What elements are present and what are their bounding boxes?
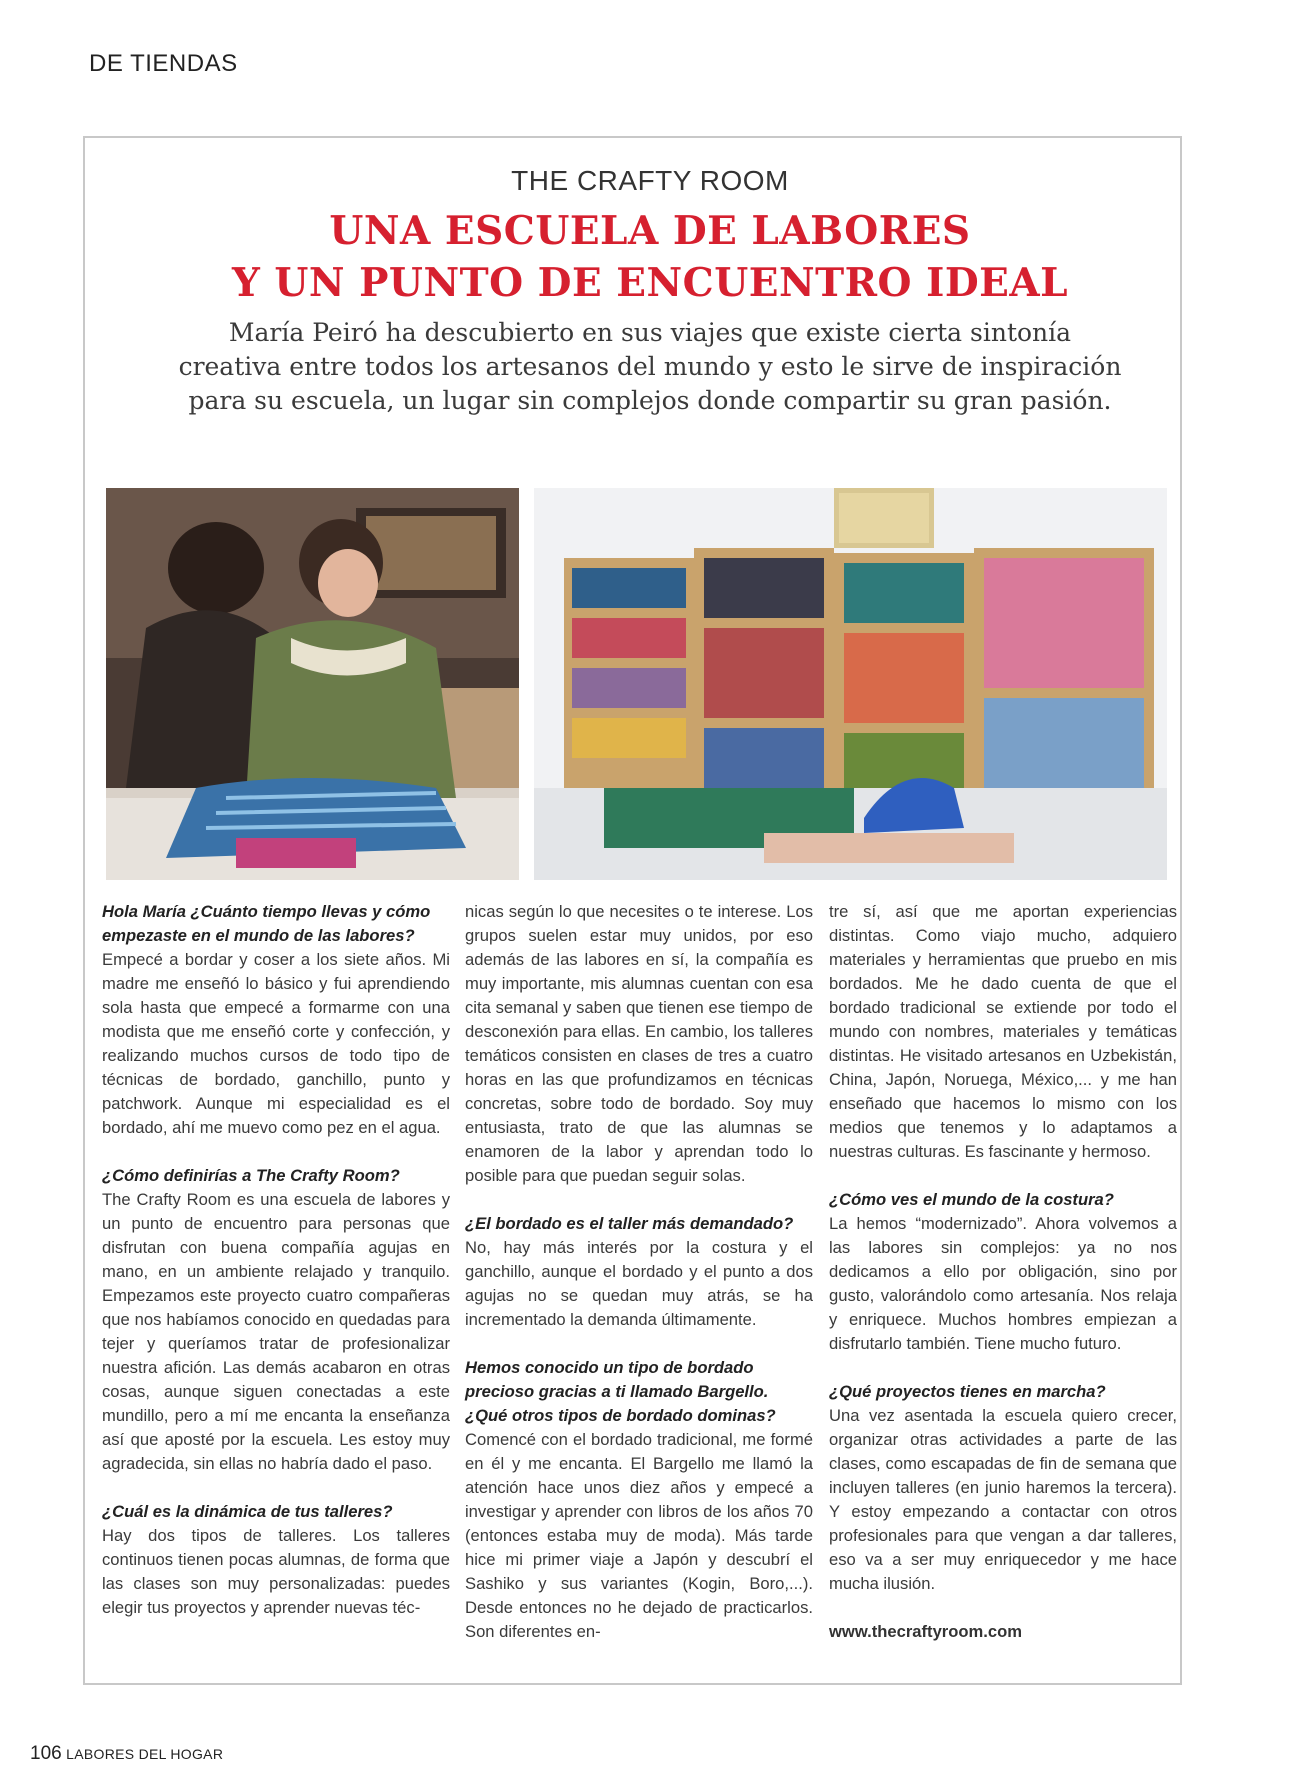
article-title: [0, 205, 1300, 309]
intro-line: creativa entre todos los artesanos del mundo y esto le sirve de inspiración: [178, 352, 1122, 381]
answer: nicas según lo que necesites o te interese. Los grupos suelen estar muy unidos, por eso además de las labores en sí, la compañía es muy importante, mis alumnas cuentan con esa cita semanal y saben que tienen ese tiempo de desconexión para ellas. En cambio, los talleres temáticos consisten en clases de tres a cuatro horas en las que profundizamos en técnicas concretas, sobre todo de bordado. Soy muy entusiasta, trato de que las alumnas se enamoren de la labor y aprendan todo lo posible para que puedan seguir solas.: [465, 902, 813, 1185]
section-label: DE TIENDAS: [89, 50, 238, 77]
magazine-name: LABORES DEL HOGAR: [66, 1746, 224, 1762]
question: ¿Cuál es la dinámica de tus talleres?: [102, 1502, 393, 1521]
question: ¿Cómo definirías a The Crafty Room?: [102, 1166, 400, 1185]
intro-line: para su escuela, un lugar sin complejos donde compartir su gran pasión.: [188, 386, 1112, 415]
answer: Hay dos tipos de talleres. Los talleres continuos tienen pocas alumnas, de forma que las clases son muy personalizadas: puedes elegir tus proyectos y aprender nuevas téc-: [102, 1526, 450, 1617]
answer: tre sí, así que me aportan experiencias distintas. Como viajo mucho, adquiero materiales y herramientas que pruebo en mis bordados. Me he dado cuenta de que el bordado tradicional se extiende por todo el mundo con nombres, materiales y temáticas distintas. He visitado artesanos en Uzbekistán, China, Japón, Noruega, México,... y me han enseñado que hacemos lo mismo con los medios que tenemos y lo adaptamos a nuestras culturas. Es fascinante y hermoso.: [829, 902, 1177, 1161]
article-column-1: [102, 900, 450, 1620]
article-column-3: [829, 900, 1177, 1644]
page-number: 106: [30, 1743, 62, 1764]
question: ¿Qué proyectos tienes en marcha?: [829, 1382, 1106, 1401]
article-intro: [0, 316, 1300, 418]
photo-women-sewing-illustration: [106, 488, 519, 880]
title-line: UNA ESCUELA DE LABORES: [329, 208, 971, 254]
title-line: Y UN PUNTO DE ENCUENTRO IDEAL: [231, 260, 1069, 306]
answer: Comencé con el bordado tradicional, me formé en él y me encanta. El Bargello me llamó la atención hace unos diez años y empecé a investigar y aprender con libros de los años 70 (entonces estaba muy de moda). Más tarde hice mi primer viaje a Japón y descubrí el Sashiko y sus variantes (Kogin, Boro,...). Desde entonces no he dejado de practicarlos. Son diferentes en-: [465, 1430, 813, 1641]
answer: No, hay más interés por la costura y el ganchillo, aunque el bordado y el punto a dos agujas no se quedan muy atrás, se ha incrementado la demanda últimamente.: [465, 1238, 813, 1329]
question: ¿Cómo ves el mundo de la costura?: [829, 1190, 1114, 1209]
question: ¿El bordado es el taller más demandado?: [465, 1214, 794, 1233]
photo-women-sewing: [106, 488, 519, 880]
answer: Una vez asentada la escuela quiero crecer, organizar otras actividades a parte de las clases, como escapadas de fin de semana que incluyen talleres (en junio haremos la tercera). Y estoy empezando a contactar con otros profesionales para que vengan a dar talleres, eso va a ser muy enriquecedor y me hace mucha ilusión.: [829, 1406, 1177, 1593]
article-kicker: THE CRAFTY ROOM: [511, 165, 789, 196]
article-column-2: [465, 900, 813, 1644]
intro-line: María Peiró ha descubierto en sus viajes que existe cierta sintonía: [228, 318, 1072, 347]
question: Hola María ¿Cuánto tiempo llevas y cómo empezaste en el mundo de las labores?: [102, 902, 431, 945]
photo-fabric-shelves-illustration: [534, 488, 1167, 880]
photo-fabric-shelves: [534, 488, 1167, 880]
website-link[interactable]: www.thecraftyroom.com: [829, 1622, 1023, 1641]
answer: Empecé a bordar y coser a los siete años. Mi madre me enseñó lo básico y fui aprendiendo sola hasta que empecé a formarme con una modista que me enseñó corte y confección, y realizando muchos cursos de todo tipo de técnicas de bordado, ganchillo, punto y patchwork. Aunque mi especialidad es el bordado, ahí me muevo como pez en el agua.: [102, 950, 450, 1137]
question: Hemos conocido un tipo de bordado precioso gracias a ti llamado Bargello. ¿Qué otros tipos de bordado dominas?: [465, 1358, 776, 1425]
answer: La hemos “modernizado”. Ahora volvemos a las labores sin complejos: ya no nos dedicamos a ello por obligación, sino por gusto, valorándolo como artesanía. Nos relaja y enriquece. Muchos hombres empiezan a disfrutarlo también. Tiene mucho futuro.: [829, 1214, 1177, 1353]
page-footer: [30, 1743, 223, 1765]
answer: The Crafty Room es una escuela de labores y un punto de encuentro para personas que disfrutan con buena compañía agujas en mano, en un ambiente relajado y tranquilo. Empezamos este proyecto cuatro compañeras que nos habíamos conocido en quedadas para tejer y queríamos tratar de profesionalizar nuestra afición. Las demás acabaron en otras cosas, aunque siguen conectadas a este mundillo, pero a mí me encanta la enseñanza así que aposté por la escuela. Les estoy muy agradecida, sin ellas no habría dado el paso.: [102, 1190, 450, 1473]
